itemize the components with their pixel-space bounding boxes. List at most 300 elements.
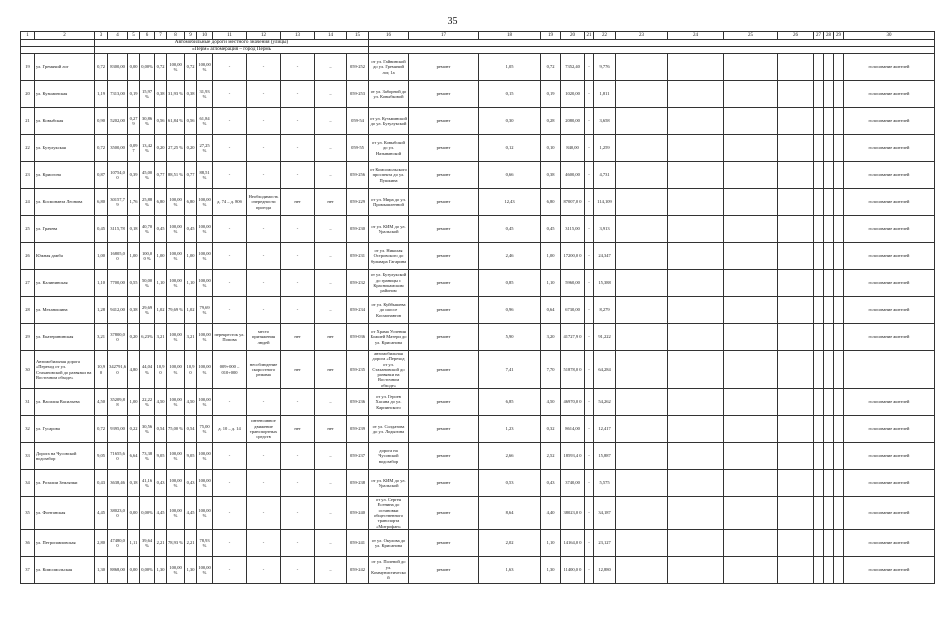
cell-c5: 0,18 bbox=[128, 216, 140, 243]
cell-c4: 342791,60 bbox=[108, 351, 128, 389]
column-numbers-row bbox=[21, 32, 935, 40]
column-number: 18 bbox=[479, 32, 541, 40]
cell-c12: несоблюдение скоростного режима bbox=[247, 351, 281, 389]
section-title-row bbox=[21, 40, 935, 47]
cell-c23 bbox=[616, 416, 668, 443]
cell-c29 bbox=[834, 470, 844, 497]
cell-c16: от ул. Николая Островского до бульвара Гагарина bbox=[369, 243, 409, 270]
cell-c17: ремонт bbox=[409, 297, 479, 324]
cell-name: ул. Грачева bbox=[35, 216, 95, 243]
cell-name: ул. Кузьминская bbox=[35, 81, 95, 108]
cell-c21: - bbox=[585, 162, 594, 189]
cell-c13: - bbox=[281, 556, 315, 583]
cell-c7: 0,72 bbox=[155, 54, 167, 81]
cell-c21: - bbox=[585, 443, 594, 470]
cell-c30: голосование жителей bbox=[844, 389, 935, 416]
cell-c6: 45,00 % bbox=[140, 162, 155, 189]
cell-c6: 29,69 % bbox=[140, 297, 155, 324]
cell-n: 19 bbox=[21, 54, 35, 81]
cell-c17: ремонт bbox=[409, 108, 479, 135]
cell-c20: 46970,0 0 bbox=[561, 389, 585, 416]
cell-c16: от ул. Куйбышева до шоссе Космонавтов bbox=[369, 297, 409, 324]
cell-c25 bbox=[724, 108, 778, 135]
cell-c18: 1,23 bbox=[479, 416, 541, 443]
cell-c3: 1,28 bbox=[95, 297, 108, 324]
column-number: 12 bbox=[247, 32, 281, 40]
cell-c12: место притяжения людей bbox=[247, 324, 281, 351]
cell-c25 bbox=[724, 556, 778, 583]
cell-c28 bbox=[824, 81, 834, 108]
cell-name: ул. Василия Васильева bbox=[35, 389, 95, 416]
cell-c12: - bbox=[247, 81, 281, 108]
cell-c7: 3,21 bbox=[155, 324, 167, 351]
cell-c22: 91,222 bbox=[594, 324, 616, 351]
cell-c26 bbox=[778, 351, 814, 389]
cell-c4: 38023,0 0 bbox=[108, 497, 128, 530]
cell-c12: - bbox=[247, 443, 281, 470]
cell-c3: 0,43 bbox=[95, 470, 108, 497]
cell-c26 bbox=[778, 162, 814, 189]
cell-name: Дорога на Чусовской водозабор bbox=[35, 443, 95, 470]
table-row bbox=[21, 81, 935, 108]
cell-c13: нет bbox=[281, 324, 315, 351]
cell-c12: - bbox=[247, 243, 281, 270]
cell-c23 bbox=[616, 351, 668, 389]
cell-c26 bbox=[778, 324, 814, 351]
column-number: 8 bbox=[167, 32, 185, 40]
cell-c30: голосование жителей bbox=[844, 270, 935, 297]
cell-c25 bbox=[724, 81, 778, 108]
cell-c22: 24,347 bbox=[594, 243, 616, 270]
cell-c19: 0,10 bbox=[541, 135, 561, 162]
cell-c15: 059-231 bbox=[347, 243, 369, 270]
cell-c5: 6,64 bbox=[128, 443, 140, 470]
cell-c4: 47480,0 0 bbox=[108, 529, 128, 556]
cell-c7: 0,45 bbox=[155, 216, 167, 243]
cell-c13: - bbox=[281, 162, 315, 189]
cell-name: Автомобильная дорога «Переход от ул. Стахановской до развязки на Восточном обходе» bbox=[35, 351, 95, 389]
cell-c20: 7352,40 bbox=[561, 54, 585, 81]
cell-c24 bbox=[668, 162, 724, 189]
cell-c5: 0,39 bbox=[128, 162, 140, 189]
cell-c18: 7,41 bbox=[479, 351, 541, 389]
column-number: 7 bbox=[155, 32, 167, 40]
cell-c23 bbox=[616, 470, 668, 497]
cell-c28 bbox=[824, 54, 834, 81]
cell-c25 bbox=[724, 216, 778, 243]
cell-c6: 40,70 % bbox=[140, 216, 155, 243]
column-number: 2 bbox=[35, 32, 95, 40]
cell-c11: - bbox=[213, 54, 247, 81]
cell-c6: 39,64 % bbox=[140, 529, 155, 556]
cell-c17: ремонт bbox=[409, 54, 479, 81]
cell-c17: ремонт bbox=[409, 443, 479, 470]
cell-c19: 0,32 bbox=[541, 416, 561, 443]
cell-c20: 6730,00 bbox=[561, 297, 585, 324]
cell-c20: 18593,4 0 bbox=[561, 443, 585, 470]
cell-c6: 41,16 % bbox=[140, 470, 155, 497]
cell-c27 bbox=[814, 416, 824, 443]
cell-c7: 1,30 bbox=[155, 556, 167, 583]
cell-c29 bbox=[834, 497, 844, 530]
cell-c22: 5,575 bbox=[594, 470, 616, 497]
cell-c26 bbox=[778, 470, 814, 497]
column-number: 26 bbox=[778, 32, 814, 40]
cell-c25 bbox=[724, 297, 778, 324]
cell-c7: 0,38 bbox=[155, 81, 167, 108]
cell-c4: 35209,8 8 bbox=[108, 389, 128, 416]
cell-c16: автомобильная дорога «Переход от ул. Стахановской до развязки на Восточном обходе» bbox=[369, 351, 409, 389]
cell-c10: 75,00 % bbox=[197, 416, 213, 443]
cell-c8: 79,69 % bbox=[167, 297, 185, 324]
cell-c10: 100,00 % bbox=[197, 54, 213, 81]
table-row bbox=[21, 108, 935, 135]
cell-c9: 0,72 bbox=[185, 54, 197, 81]
cell-c15: 059-234 bbox=[347, 297, 369, 324]
section-subtitle-row bbox=[21, 47, 935, 54]
table-row bbox=[21, 556, 935, 583]
cell-c5: 0,38 bbox=[128, 297, 140, 324]
cell-c16: от ул. Окулова до ул. Крисанова bbox=[369, 529, 409, 556]
cell-c13: - bbox=[281, 243, 315, 270]
cell-c23 bbox=[616, 324, 668, 351]
cell-c14: – bbox=[315, 297, 347, 324]
cell-c24 bbox=[668, 556, 724, 583]
column-number: 9 bbox=[185, 32, 197, 40]
cell-c28 bbox=[824, 556, 834, 583]
cell-c19: 0,19 bbox=[541, 81, 561, 108]
page-number: 35 bbox=[447, 16, 458, 27]
cell-c28 bbox=[824, 389, 834, 416]
cell-c16: дорога на Чусовской водозабор bbox=[369, 443, 409, 470]
cell-c5: 1,00 bbox=[128, 389, 140, 416]
cell-c8: 100,00 % bbox=[167, 389, 185, 416]
cell-c19: 7,70 bbox=[541, 351, 561, 389]
cell-c9: 0,45 bbox=[185, 216, 197, 243]
cell-c24 bbox=[668, 416, 724, 443]
cell-c13: - bbox=[281, 297, 315, 324]
cell-c6: 100,00 % bbox=[140, 243, 155, 270]
cell-c27 bbox=[814, 297, 824, 324]
cell-n: 33 bbox=[21, 443, 35, 470]
cell-c5: 0,00 bbox=[128, 556, 140, 583]
cell-c28 bbox=[824, 416, 834, 443]
cell-n: 24 bbox=[21, 189, 35, 216]
cell-c10: 100,00 % bbox=[197, 324, 213, 351]
cell-c28 bbox=[824, 270, 834, 297]
cell-c25 bbox=[724, 324, 778, 351]
cell-c23 bbox=[616, 443, 668, 470]
cell-c21: - bbox=[585, 54, 594, 81]
cell-c21: - bbox=[585, 351, 594, 389]
cell-c11: - bbox=[213, 81, 247, 108]
cell-c9: 1,02 bbox=[185, 297, 197, 324]
cell-c25 bbox=[724, 54, 778, 81]
cell-c8: 100,00 % bbox=[167, 443, 185, 470]
cell-c15: 059-242 bbox=[347, 556, 369, 583]
cell-n: 25 bbox=[21, 216, 35, 243]
cell-c18: 2,46 bbox=[479, 243, 541, 270]
cell-c27 bbox=[814, 54, 824, 81]
cell-c12: - bbox=[247, 556, 281, 583]
cell-c20: 8614,00 bbox=[561, 416, 585, 443]
cell-c27 bbox=[814, 389, 824, 416]
cell-c17: ремонт bbox=[409, 529, 479, 556]
cell-c20: 1020,00 bbox=[561, 81, 585, 108]
cell-n: 20 bbox=[21, 81, 35, 108]
cell-c3: 0,72 bbox=[95, 135, 108, 162]
cell-c27 bbox=[814, 470, 824, 497]
cell-c20: 4600,00 bbox=[561, 162, 585, 189]
cell-c30: голосование жителей bbox=[844, 529, 935, 556]
cell-c3: 0,72 bbox=[95, 54, 108, 81]
cell-c5: 0,20 bbox=[128, 324, 140, 351]
cell-c11: - bbox=[213, 556, 247, 583]
cell-c9: 10,90 bbox=[185, 351, 197, 389]
cell-c16: от ул. Бузулукской до границы с Краснокамским районом bbox=[369, 270, 409, 297]
cell-c4: 3115,78 bbox=[108, 216, 128, 243]
cell-c16: от ул. Ковыбской до ул. Называнской bbox=[369, 135, 409, 162]
cell-c16: от ул. КИМ до ул. Уральской bbox=[369, 470, 409, 497]
cell-c22: 23,127 bbox=[594, 529, 616, 556]
cell-c16: от ул. Заборной до ул. Ковыбковой bbox=[369, 81, 409, 108]
cell-c9: 9,05 bbox=[185, 443, 197, 470]
column-number: 30 bbox=[844, 32, 935, 40]
cell-c14: – bbox=[315, 81, 347, 108]
cell-c27 bbox=[814, 189, 824, 216]
cell-name: Южная дамба bbox=[35, 243, 95, 270]
cell-c4: 3500,00 bbox=[108, 135, 128, 162]
cell-c28 bbox=[824, 189, 834, 216]
cell-c7: 1,02 bbox=[155, 297, 167, 324]
cell-c12: - bbox=[247, 497, 281, 530]
cell-c19: 6,80 bbox=[541, 189, 561, 216]
cell-c24 bbox=[668, 529, 724, 556]
cell-c9: 1,30 bbox=[185, 556, 197, 583]
cell-c25 bbox=[724, 497, 778, 530]
cell-c11: - bbox=[213, 216, 247, 243]
cell-c6: 44,04 % bbox=[140, 351, 155, 389]
cell-name: ул. Екатерининская bbox=[35, 324, 95, 351]
cell-c20: 2080,00 bbox=[561, 108, 585, 135]
cell-c4: 71655,6 0 bbox=[108, 443, 128, 470]
cell-c9: 4,50 bbox=[185, 389, 197, 416]
cell-c27 bbox=[814, 108, 824, 135]
cell-c10: 100,00 % bbox=[197, 243, 213, 270]
cell-c26 bbox=[778, 216, 814, 243]
cell-c3: 4,50 bbox=[95, 389, 108, 416]
cell-c22: 1,259 bbox=[594, 135, 616, 162]
cell-name: ул. Петропавловская bbox=[35, 529, 95, 556]
cell-n: 23 bbox=[21, 162, 35, 189]
cell-c9: 3,21 bbox=[185, 324, 197, 351]
cell-c9: 1,00 bbox=[185, 243, 197, 270]
cell-c10: 100,00 % bbox=[197, 556, 213, 583]
cell-c22: 12,880 bbox=[594, 556, 616, 583]
cell-c30: голосование жителей bbox=[844, 216, 935, 243]
cell-c3: 1,10 bbox=[95, 270, 108, 297]
cell-c18: 0,53 bbox=[479, 470, 541, 497]
cell-name: ул. Фонтанская bbox=[35, 497, 95, 530]
table-row bbox=[21, 54, 935, 81]
cell-c20: 41727,9 0 bbox=[561, 324, 585, 351]
cell-c11: - bbox=[213, 529, 247, 556]
cell-c22: 64,284 bbox=[594, 351, 616, 389]
cell-c28 bbox=[824, 243, 834, 270]
cell-c18: 0,96 bbox=[479, 297, 541, 324]
cell-c11: - bbox=[213, 443, 247, 470]
cell-c19: 0,43 bbox=[541, 470, 561, 497]
cell-n: 31 bbox=[21, 389, 35, 416]
cell-c22: 12,417 bbox=[594, 416, 616, 443]
cell-c26 bbox=[778, 497, 814, 530]
cell-c19: 3,20 bbox=[541, 324, 561, 351]
cell-c24 bbox=[668, 470, 724, 497]
cell-c20: 3740,00 bbox=[561, 470, 585, 497]
cell-c5: 0,19 bbox=[128, 81, 140, 108]
cell-c4: 30157,7 9 bbox=[108, 189, 128, 216]
cell-c29 bbox=[834, 270, 844, 297]
cell-c6: 0,00% bbox=[140, 497, 155, 530]
cell-c26 bbox=[778, 556, 814, 583]
cell-c21: - bbox=[585, 81, 594, 108]
cell-c9: 0,54 bbox=[185, 416, 197, 443]
cell-c19: 0,38 bbox=[541, 162, 561, 189]
cell-c8: 100,00 % bbox=[167, 470, 185, 497]
cell-c14: – bbox=[315, 270, 347, 297]
column-number: 23 bbox=[616, 32, 668, 40]
cell-c20: 11400,0 0 bbox=[561, 556, 585, 583]
table-row bbox=[21, 135, 935, 162]
cell-c23 bbox=[616, 54, 668, 81]
cell-c7: 0,56 bbox=[155, 108, 167, 135]
cell-c21: - bbox=[585, 324, 594, 351]
cell-c28 bbox=[824, 470, 834, 497]
cell-c21: - bbox=[585, 189, 594, 216]
cell-c16: от ул. Кузьминской до ул. Бузулукской bbox=[369, 108, 409, 135]
cell-c3: 0,87 bbox=[95, 162, 108, 189]
cell-c23 bbox=[616, 243, 668, 270]
cell-c9: 0,38 bbox=[185, 81, 197, 108]
cell-c14: нет bbox=[315, 351, 347, 389]
cell-c15: 059-54 bbox=[347, 108, 369, 135]
cell-c12: - bbox=[247, 470, 281, 497]
column-number: 13 bbox=[281, 32, 315, 40]
cell-c17: ремонт bbox=[409, 556, 479, 583]
cell-c4: 7313,00 bbox=[108, 81, 128, 108]
cell-c8: 27,25 % bbox=[167, 135, 185, 162]
cell-c19: 0,28 bbox=[541, 108, 561, 135]
table-row bbox=[21, 443, 935, 470]
cell-c23 bbox=[616, 135, 668, 162]
column-number: 22 bbox=[594, 32, 616, 40]
cell-c30: голосование жителей bbox=[844, 324, 935, 351]
cell-n: 26 bbox=[21, 243, 35, 270]
cell-c10: 100,00 % bbox=[197, 216, 213, 243]
cell-c15: 059-236 bbox=[347, 389, 369, 416]
cell-c6: 22,22 % bbox=[140, 389, 155, 416]
cell-c18: 12,43 bbox=[479, 189, 541, 216]
table-row bbox=[21, 162, 935, 189]
cell-c24 bbox=[668, 270, 724, 297]
table-row bbox=[21, 324, 935, 351]
cell-c12: - bbox=[247, 389, 281, 416]
cell-c3: 0,72 bbox=[95, 416, 108, 443]
cell-c29 bbox=[834, 216, 844, 243]
cell-c4: 5202,00 bbox=[108, 108, 128, 135]
cell-c30: голосование жителей bbox=[844, 54, 935, 81]
cell-c27 bbox=[814, 243, 824, 270]
cell-n: 35 bbox=[21, 497, 35, 530]
cell-c18: 1,63 bbox=[479, 556, 541, 583]
cell-c27 bbox=[814, 216, 824, 243]
table-row bbox=[21, 297, 935, 324]
cell-c6: 0,00% bbox=[140, 54, 155, 81]
cell-c4: 8868,00 bbox=[108, 556, 128, 583]
cell-c21: - bbox=[585, 135, 594, 162]
cell-c16: от ул. Полевой до ул. Коммунистической bbox=[369, 556, 409, 583]
cell-name: ул. Комсомольская bbox=[35, 556, 95, 583]
cell-c7: 0,43 bbox=[155, 470, 167, 497]
cell-c29 bbox=[834, 243, 844, 270]
cell-c12: - bbox=[247, 162, 281, 189]
cell-c14: – bbox=[315, 497, 347, 530]
cell-n: 36 bbox=[21, 529, 35, 556]
cell-c9: 4,45 bbox=[185, 497, 197, 530]
cell-c18: 0,85 bbox=[479, 270, 541, 297]
cell-c8: 100,00 % bbox=[167, 54, 185, 81]
cell-c3: 9,05 bbox=[95, 443, 108, 470]
cell-c6: 0,00% bbox=[140, 556, 155, 583]
cell-c19: 1,10 bbox=[541, 270, 561, 297]
cell-c17: ремонт bbox=[409, 189, 479, 216]
cell-c22: 1,811 bbox=[594, 81, 616, 108]
cell-c3: 0,90 bbox=[95, 108, 108, 135]
cell-c18: 2,02 bbox=[479, 529, 541, 556]
cell-c10: 100,00 % bbox=[197, 389, 213, 416]
cell-c22: 9,776 bbox=[594, 54, 616, 81]
cell-c21: - bbox=[585, 556, 594, 583]
cell-c22: 8,279 bbox=[594, 297, 616, 324]
cell-c12: Необходимость очередности проезда bbox=[247, 189, 281, 216]
cell-c13: - bbox=[281, 470, 315, 497]
cell-c20: 3115,00 bbox=[561, 216, 585, 243]
cell-c28 bbox=[824, 162, 834, 189]
cell-c21: - bbox=[585, 270, 594, 297]
cell-c10: 100,00 % bbox=[197, 497, 213, 530]
cell-c16: от ул. Героев Хасана до ул. Карпинского bbox=[369, 389, 409, 416]
cell-c6: 15,97 % bbox=[140, 81, 155, 108]
cell-c11: 009+000 – 010+000 bbox=[213, 351, 247, 389]
column-number: 19 bbox=[541, 32, 561, 40]
cell-c14: – bbox=[315, 135, 347, 162]
cell-c4: 3638,46 bbox=[108, 470, 128, 497]
cell-c27 bbox=[814, 443, 824, 470]
cell-c20: 87007,0 0 bbox=[561, 189, 585, 216]
cell-c15: 059-252 bbox=[347, 54, 369, 81]
cell-c3: 1,30 bbox=[95, 556, 108, 583]
column-number: 24 bbox=[668, 32, 724, 40]
cell-c24 bbox=[668, 497, 724, 530]
cell-c24 bbox=[668, 189, 724, 216]
cell-c18: 5,90 bbox=[479, 324, 541, 351]
cell-c29 bbox=[834, 81, 844, 108]
table-row bbox=[21, 416, 935, 443]
cell-c3: 3,21 bbox=[95, 324, 108, 351]
cell-c26 bbox=[778, 416, 814, 443]
cell-c10: 27,25 % bbox=[197, 135, 213, 162]
cell-c28 bbox=[824, 216, 834, 243]
